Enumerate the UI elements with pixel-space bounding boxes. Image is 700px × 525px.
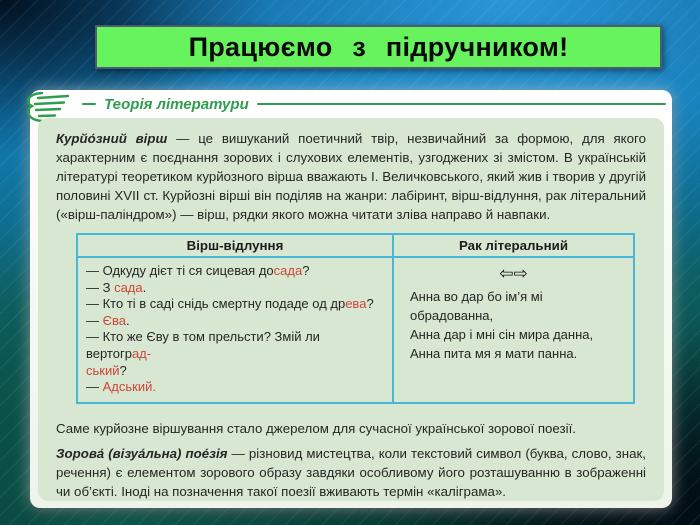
section-label: Теорія літератури <box>104 95 249 113</box>
table-header-row <box>77 234 634 257</box>
definition-term: Зорова́ (візуа́льна) пое́зія <box>56 445 228 461</box>
column-header-literal-crab: Рак літеральний <box>393 234 634 257</box>
header-rule-right <box>257 103 666 106</box>
palindrome-line: Анна во дар бо ім’я мі обрадованна, <box>410 289 543 323</box>
summary-paragraph: Саме курйозне віршування стало джерелом для сучасної української зорової поезії. <box>56 420 576 436</box>
panel-content <box>38 118 664 501</box>
echo-verse-line: — Єва. <box>86 312 130 328</box>
header-rule-left <box>82 103 96 106</box>
definition-text: — різновид мистецтва, коли текстовий символ (буква, слово, знак, речення) є елементом зорового образу завдяки особливому його розташуванню в зображенні чи об’єкті. Іноді на позначення такої поезії вживають термін «каліграма». <box>56 445 646 499</box>
echo-verse-line: — Одкуду дієт ті ся сицевая досада? <box>86 263 310 278</box>
definition-curious-verse <box>56 129 646 224</box>
definition-term: Курйо́зний вірш <box>56 131 168 146</box>
echo-verse-line: — З сада. <box>86 279 147 295</box>
echo-verse-line: ський? <box>86 362 127 378</box>
definition-text: — це вишуканий поетичний твір, незвичайний за формою, для якого характерним є поєднання зорових і слухових елементів, узгоджених зі змістом. В українській літературі теоретиком курйозного вірша вважають І. Величковського, який жив і творив у другій половині XVII ст. Курйозні вірші він поділяв на жанри: лабіринт, вірш-відлуння, рак літеральний («вірш-паліндром») — вірш, рядки якого можна читати зліва направо й навпаки. <box>56 131 646 222</box>
echo-verse-line: — Кто ті в саді снідь смертну подаде од древа? <box>86 296 374 312</box>
echo-verse-line: — Адський. <box>86 379 156 395</box>
section-header <box>30 90 666 118</box>
left-right-arrows-icon: ⇦⇨ <box>499 264 528 283</box>
textbook-panel <box>30 90 672 508</box>
slide-title-bar <box>95 25 662 69</box>
echo-verse-line: — Кто же Єву в том прельсти? Змій ли вертоград- <box>86 329 320 361</box>
slide-title: Працюємо з підручником! <box>188 31 569 62</box>
palindrome-line: Анна дар і мні сін мира данна, <box>410 327 594 342</box>
column-header-echo-verse: Вірш-відлуння <box>77 234 393 257</box>
palindrome-line: Анна пита мя я мати панна. <box>410 346 578 361</box>
definition-visual-poetry <box>56 444 646 501</box>
table-body-row <box>77 257 634 403</box>
verse-comparison-table <box>76 233 635 404</box>
literal-crab-cell <box>393 257 634 403</box>
echo-verse-cell <box>77 257 393 403</box>
